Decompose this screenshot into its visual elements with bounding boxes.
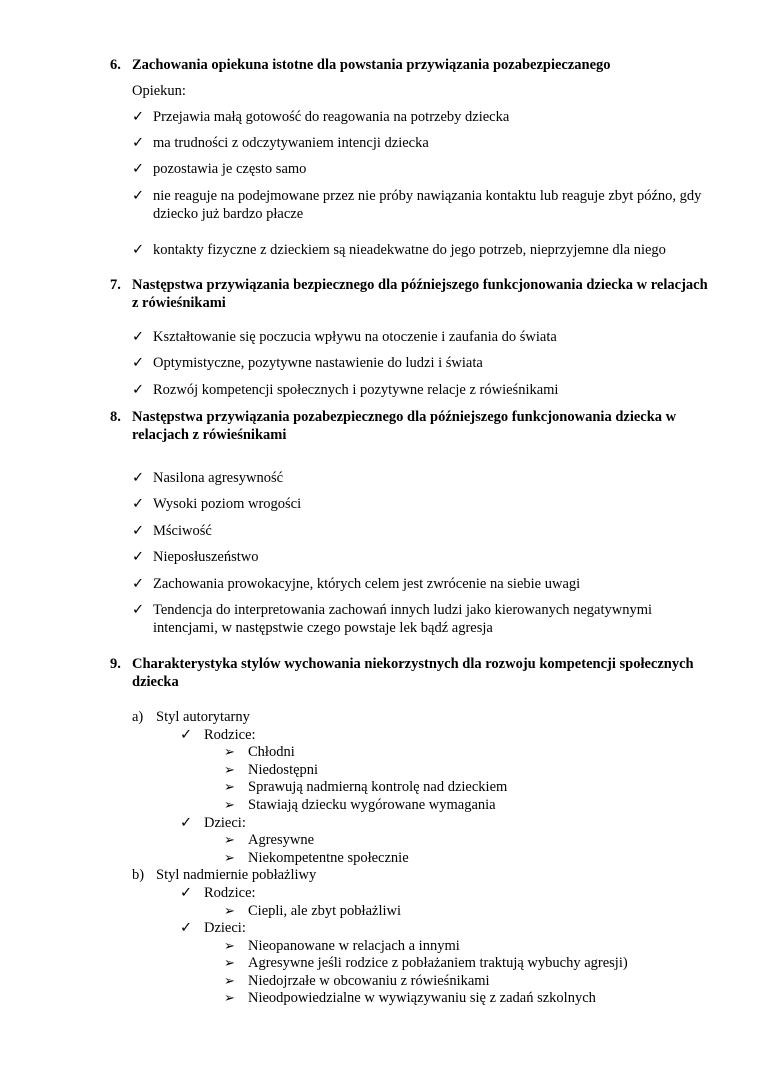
section-title: Następstwa przywiązania bezpiecznego dla późniejszego funkcjonowania dziecka w relacjach z rówieśnikami (132, 277, 708, 311)
check-icon: ✓ (132, 576, 145, 592)
list-item: ➢ Stawiają dziecku wygórowane wymagania (224, 797, 496, 813)
check-icon: ✓ (132, 329, 145, 345)
section-6-heading (110, 56, 710, 74)
list-item: ✓ ma trudności z odczytywaniem intencji dziecka (132, 135, 429, 151)
section-number: 9. (110, 656, 121, 672)
list-item: ➢ Agresywne jeśli rodzice z pobłażaniem traktują wybuchy agresji) (224, 955, 628, 971)
list-item: ✓ Kształtowanie się poczucia wpływu na otoczenie i zaufania do świata (132, 329, 557, 345)
section-title: Zachowania opiekuna istotne dla powstania przywiązania pozabezpieczanego (132, 57, 611, 73)
list-item: ➢ Chłodni (224, 744, 295, 760)
style-item-b: b) Styl nadmiernie pobłażliwy (132, 867, 317, 883)
arrow-icon: ➢ (224, 955, 235, 970)
check-icon: ✓ (132, 355, 145, 371)
list-item: ✓ Tendencja do interpretowania zachowań innych ludzi jako kierowanych negatywnymi intencjami, w następstwie czego powstaje lek bądź agresja (132, 602, 653, 636)
list-item: ✓ pozostawia je często samo (132, 161, 307, 177)
section-title: Charakterystyka stylów wychowania niekorzystnych dla rozwoju kompetencji społecznych dziecka (132, 656, 694, 690)
list-item: ➢ Niedostępni (224, 762, 319, 778)
arrow-icon: ➢ (224, 973, 235, 988)
list-item: ➢ Nieopanowane w relacjach a innymi (224, 938, 460, 954)
section-number: 6. (110, 57, 121, 73)
list-item: ✓ nie reaguje na podejmowane przez nie próby nawiązania kontaktu lub reaguje zbyt późno, gdy dziecko już bardzo płacze (132, 188, 702, 222)
list-item: ✓ Przejawia małą gotowość do reagowania na potrzeby dziecka (132, 109, 510, 125)
check-icon: ✓ (132, 109, 145, 125)
check-icon: ✓ (132, 549, 145, 565)
arrow-icon: ➢ (224, 797, 235, 812)
arrow-icon: ➢ (224, 744, 235, 759)
group-label: ✓ Dzieci: (180, 920, 246, 936)
check-icon: ✓ (180, 920, 193, 936)
section-8-heading (110, 408, 710, 444)
check-icon: ✓ (132, 523, 145, 539)
list-item: ✓ kontakty fizyczne z dzieckiem są nieadekwatne do jego potrzeb, nieprzyjemne dla niego (132, 242, 666, 258)
style-item-a: a) Styl autorytarny (132, 709, 250, 725)
check-icon: ✓ (180, 885, 193, 901)
list-item: ➢ Agresywne (224, 832, 315, 848)
group-label: ✓ Dzieci: (180, 815, 246, 831)
list-item: ✓ Wysoki poziom wrogości (132, 496, 302, 512)
list-item: ✓ Nieposłuszeństwo (132, 549, 259, 565)
check-icon: ✓ (180, 727, 193, 743)
arrow-icon: ➢ (224, 850, 235, 865)
check-icon: ✓ (132, 242, 145, 258)
arrow-icon: ➢ (224, 903, 235, 918)
check-icon: ✓ (132, 470, 145, 486)
section-number: 8. (110, 409, 121, 425)
list-item: ➢ Nieodpowiedzialne w wywiązywaniu się z zadań szkolnych (224, 990, 596, 1006)
check-icon: ✓ (132, 602, 145, 618)
section-9-heading (110, 655, 710, 691)
section-title: Następstwa przywiązania pozabezpiecznego dla późniejszego funkcjonowania dziecka w relacjach z rówieśnikami (132, 409, 677, 443)
list-item: ✓ Zachowania prowokacyjne, których celem jest zwrócenie na siebie uwagi (132, 576, 581, 592)
arrow-icon: ➢ (224, 762, 235, 777)
arrow-icon: ➢ (224, 938, 235, 953)
list-item: ➢ Niedojrzałe w obcowaniu z rówieśnikami (224, 973, 490, 989)
section-number: 7. (110, 277, 121, 293)
check-icon: ✓ (132, 382, 145, 398)
section-7-heading (110, 276, 710, 312)
check-icon: ✓ (180, 815, 193, 831)
list-item: ➢ Sprawują nadmierną kontrolę nad dzieckiem (224, 779, 508, 795)
arrow-icon: ➢ (224, 779, 235, 794)
list-item: ➢ Ciepli, ale zbyt pobłażliwi (224, 903, 402, 919)
check-icon: ✓ (132, 161, 145, 177)
group-label: ✓ Rodzice: (180, 727, 256, 743)
arrow-icon: ➢ (224, 832, 235, 847)
check-icon: ✓ (132, 188, 145, 204)
list-item: ✓ Rozwój kompetencji społecznych i pozytywne relacje z rówieśnikami (132, 382, 559, 398)
list-item: ✓ Nasilona agresywność (132, 470, 284, 486)
arrow-icon: ➢ (224, 990, 235, 1005)
section-6-intro: Opiekun: (132, 83, 186, 99)
group-label: ✓ Rodzice: (180, 885, 256, 901)
list-item: ✓ Optymistyczne, pozytywne nastawienie do ludzi i świata (132, 355, 483, 371)
check-icon: ✓ (132, 135, 145, 151)
list-item: ➢ Niekompetentne społecznie (224, 850, 409, 866)
list-item: ✓ Mściwość (132, 523, 212, 539)
check-icon: ✓ (132, 496, 145, 512)
